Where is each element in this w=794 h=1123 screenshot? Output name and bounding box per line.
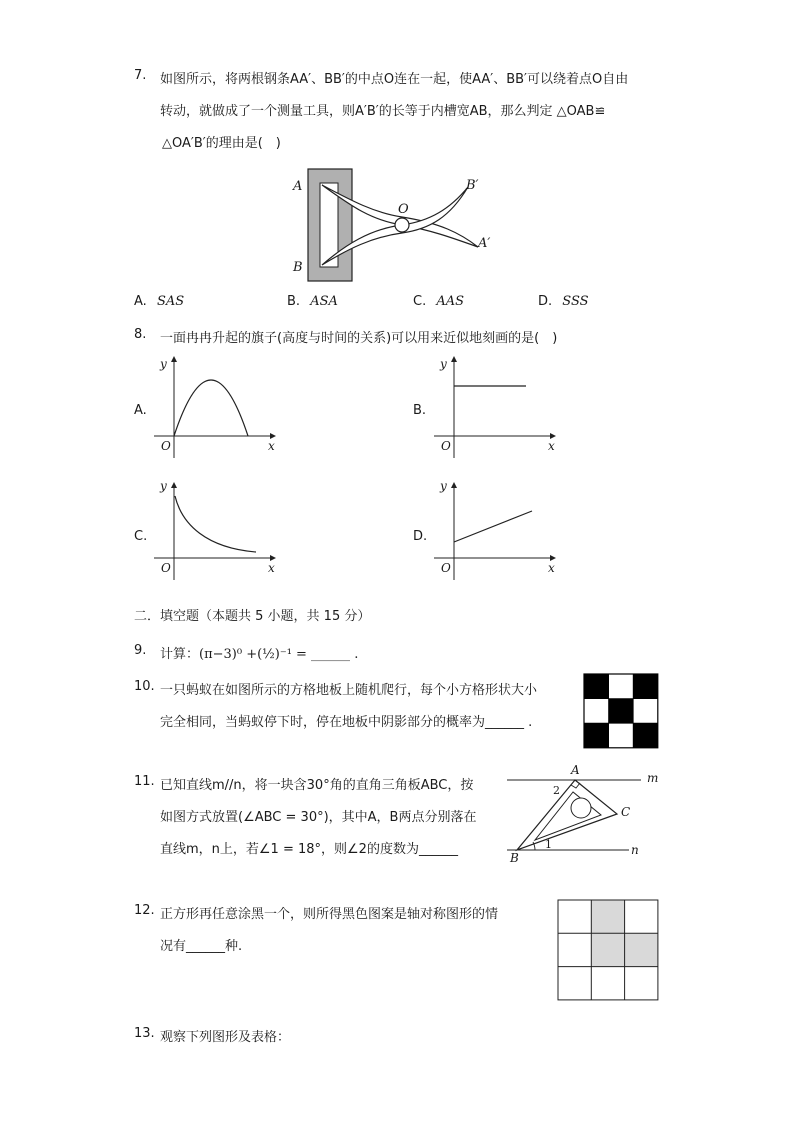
q10-line1: 一只蚂蚁在如图所示的方格地板上随机爬行，每个小方格形状大小 — [160, 683, 538, 698]
q10-cell-2-3 — [633, 699, 658, 724]
q7-option-c-text: AAS — [436, 294, 465, 309]
q8-graph-d — [432, 480, 562, 590]
q9-number: 9. — [134, 643, 147, 658]
q12-grid-figure — [558, 900, 658, 1000]
q11-label-C: C — [621, 805, 631, 819]
q8-graph-b-y-label: y — [440, 357, 447, 371]
q8-text: 一面冉冉升起的旗子(高度与时间的关系)可以用来近似地刻画的是( ) — [160, 331, 558, 346]
q11-label-B: B — [510, 851, 519, 865]
q7-option-d — [538, 294, 589, 309]
q8-graph-b — [432, 354, 562, 464]
q10-grid-figure — [584, 674, 658, 748]
q11-figure — [505, 764, 675, 864]
q8-number: 8. — [134, 327, 147, 342]
q8-graph-a-x-label: x — [268, 439, 275, 453]
q7-line2: 转动，就做成了一个测量工具，则A′B′的长等于内槽宽AB，那么判定 △OAB≌ — [160, 104, 606, 119]
q8-graph-c — [152, 480, 282, 590]
q7-label-O: O — [398, 202, 409, 217]
q7-label-B: B — [293, 260, 303, 275]
q7-line1: 如图所示，将两根钢条AA′、BB′的中点O连在一起，使AA′、BB′可以绕着点O自由 — [160, 72, 629, 87]
q10-cell-2-2 — [609, 699, 634, 724]
q7-option-a-key: A. — [134, 294, 147, 309]
q8-graph-d-line — [454, 511, 532, 542]
q7-option-a — [134, 294, 184, 309]
q8-graph-c-origin: O — [161, 561, 171, 575]
q10-number: 10. — [134, 679, 155, 694]
q8-graph-c-y-arrow — [171, 482, 177, 488]
q10-cell-1-1 — [584, 674, 609, 699]
q8-graph-c-x-label: x — [268, 561, 275, 575]
q13-text: 观察下列图形及表格： — [160, 1030, 291, 1045]
q7-label-A-prime: A′ — [478, 236, 491, 251]
q11-label-angle2: 2 — [553, 784, 560, 797]
q8-option-c-key: C. — [134, 529, 148, 544]
q11-number: 11. — [134, 774, 155, 789]
q7-label-A: A — [293, 179, 303, 194]
q8-graph-a — [152, 354, 282, 464]
q10-cell-1-2 — [609, 674, 634, 699]
q12-cell-shaded-1 — [591, 900, 624, 933]
q11-label-m: m — [647, 771, 659, 785]
q11-triangle-hole — [571, 798, 591, 818]
q7-option-d-text: SSS — [562, 294, 589, 309]
q12-number: 12. — [134, 903, 155, 918]
q12-line1: 正方形再任意涂黑一个，则所得黑色图案是轴对称图形的情 — [160, 907, 499, 922]
q11-line3: 直线m，n上，若∠1 = 18°，则∠2的度数为______ — [160, 842, 458, 857]
q8-graph-c-y-label: y — [160, 479, 167, 493]
q8-option-d-key: D. — [413, 529, 428, 544]
q12-cell-shaded-2 — [591, 933, 624, 966]
q13-number: 13. — [134, 1026, 155, 1041]
q7-option-c-key: C. — [413, 294, 427, 309]
q7-pivot-O — [395, 218, 409, 232]
q7-label-B-prime: B′ — [466, 178, 479, 193]
q8-graph-a-y-arrow — [171, 356, 177, 362]
q8-graph-a-y-label: y — [160, 357, 167, 371]
q8-graph-d-x-label: x — [548, 561, 555, 575]
q7-option-b-key: B. — [287, 294, 301, 309]
q8-graph-a-curve — [174, 380, 248, 436]
q7-option-b — [287, 294, 338, 309]
q8-graph-c-curve — [175, 496, 256, 552]
q11-label-angle1: 1 — [545, 838, 552, 851]
q10-cell-3-1 — [584, 723, 609, 748]
q8-graph-d-origin: O — [441, 561, 451, 575]
q11-triangle-outer — [517, 780, 617, 850]
q8-option-b-key: B. — [413, 403, 427, 418]
q12-line2: 况有______种. — [160, 939, 243, 954]
q8-graph-b-x-label: x — [548, 439, 555, 453]
q11-line1: 已知直线m//n，将一块含30°角的直角三角板ABC，按 — [160, 778, 474, 793]
q8-option-a-key: A. — [134, 403, 147, 418]
section-2-title: 二．填空题（本题共 5 小题，共 15 分） — [134, 609, 371, 624]
q10-cell-1-3 — [633, 674, 658, 699]
q11-line2: 如图方式放置(∠ABC = 30°)，其中A，B两点分别落在 — [160, 810, 477, 825]
q10-line2: 完全相同，当蚂蚁停下时，停在地板中阴影部分的概率为______ . — [160, 715, 533, 730]
q10-cell-3-3 — [633, 723, 658, 748]
q9-text: 计算：(π−3)⁰ +(½)⁻¹ = ______ . — [160, 647, 359, 662]
q7-option-b-text: ASA — [310, 294, 338, 309]
q11-label-A: A — [571, 763, 580, 777]
q7-option-a-text: SAS — [156, 294, 185, 309]
q12-cell-shaded-3 — [625, 933, 658, 966]
q7-figure — [290, 165, 500, 285]
q8-graph-a-origin: O — [161, 439, 171, 453]
q7-option-c — [413, 294, 464, 309]
q8-graph-d-y-arrow — [451, 482, 457, 488]
q10-cell-2-1 — [584, 699, 609, 724]
q7-line3: △OA′B′的理由是( ) — [162, 136, 281, 151]
q7-number: 7. — [134, 68, 147, 83]
q8-graph-d-y-label: y — [440, 479, 447, 493]
q11-label-n: n — [631, 843, 639, 857]
q7-option-d-key: D. — [538, 294, 553, 309]
q8-graph-b-origin: O — [441, 439, 451, 453]
q8-graph-b-y-arrow — [451, 356, 457, 362]
q10-cell-3-2 — [609, 723, 634, 748]
